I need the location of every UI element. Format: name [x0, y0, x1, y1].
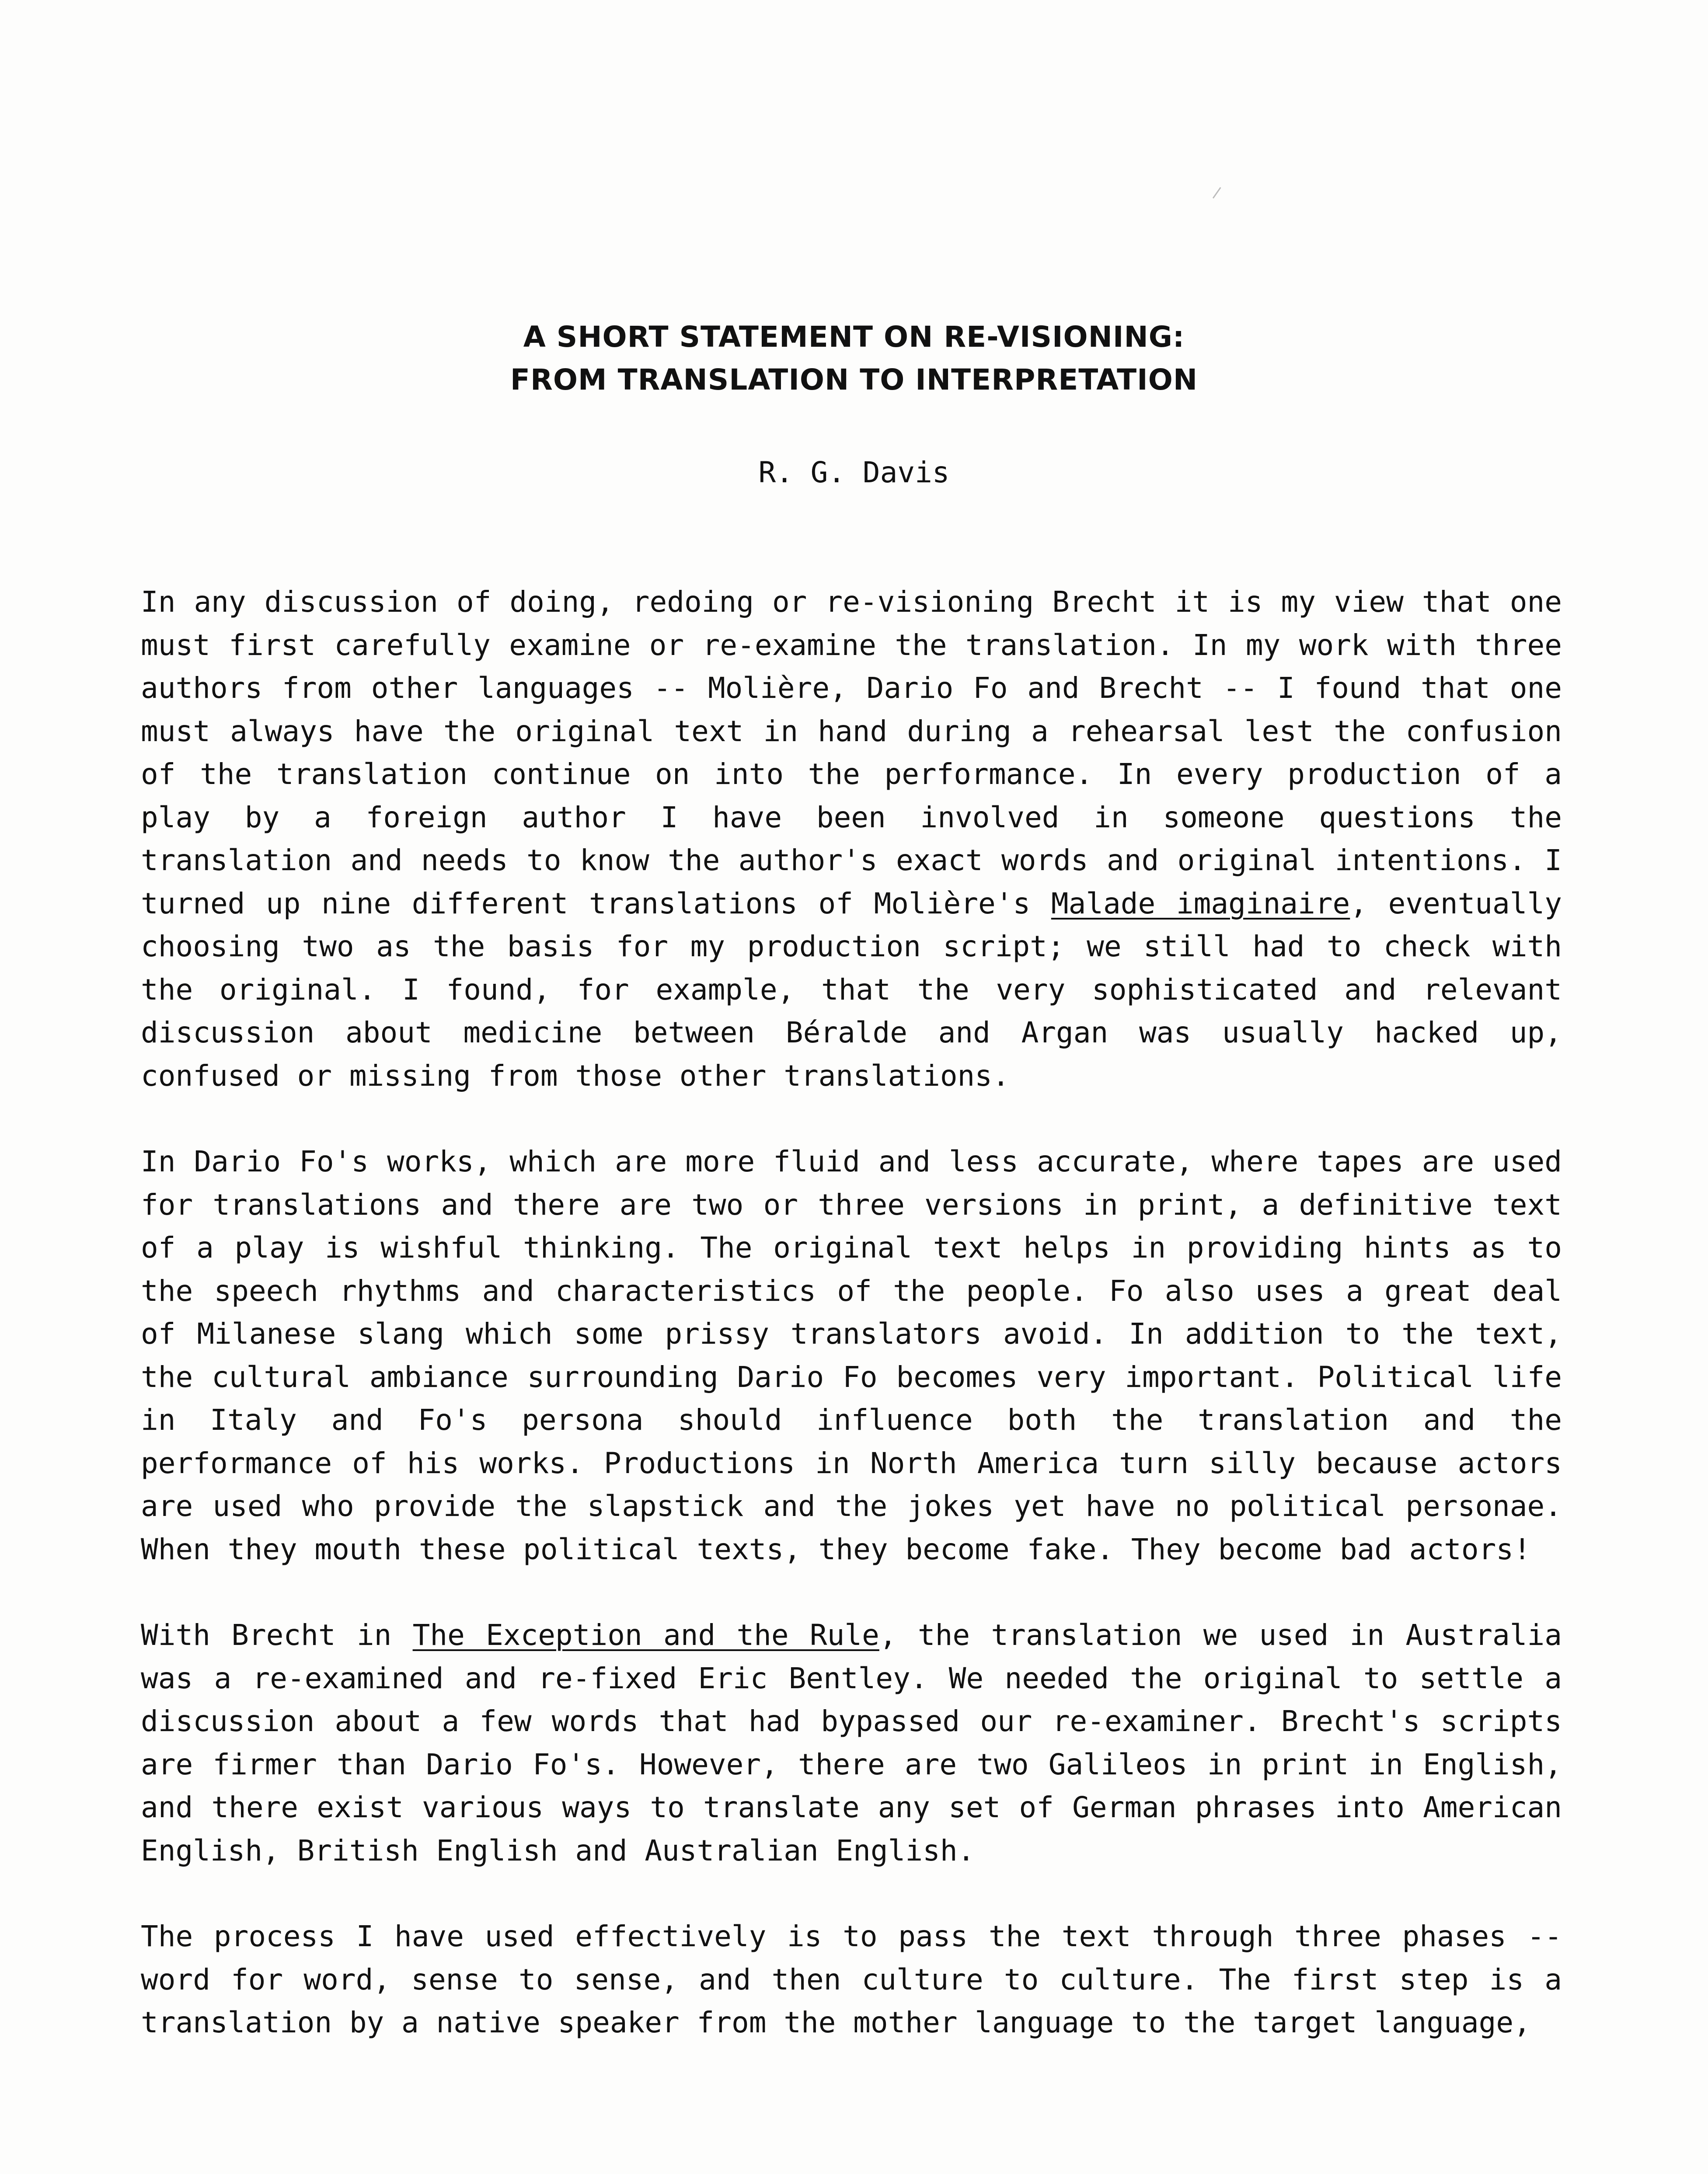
paragraph-3-text-a: With Brecht in [141, 1618, 413, 1652]
paragraph-1-text-a: In any discussion of doing, redoing or re-visioning Brecht it is my view that one must first carefully examine or re-examine the translation. In my work with three authors from other languages -- Molière, Dario Fo and Brecht -- I found that one must always have the original text in hand during a rehearsal lest the confusion of the translation continue on into the performance. In every production of a play by a foreign author I have been involved in someone questions the translation and needs to know the author's exact words and original intentions. I turned up nine different translations of Molière's [141, 585, 1562, 920]
work-title-malade-imaginaire: Malade imaginaire [1051, 886, 1350, 920]
paragraph-3-text-b: , the translation we used in Australia was a re-examined and re-fixed Eric Bentley. We needed the original to settle a discussion about a few words that had bypassed our re-examiner. Brecht's scripts are firmer than Dario Fo's. However, there are two Galileos in print in English, and there exist various ways to translate any set of German phrases into American English, British English and Australian English. [141, 1618, 1562, 1867]
body-text [141, 581, 1562, 2087]
paragraph-2: In Dario Fo's works, which are more fluid and less accurate, where tapes are used for translations and there are two or three versions in print, a definitive text of a play is wishful thinking. The original text helps in providing hints as to the speech rhythms and characteristics of the people. Fo also uses a great deal of Milanese slang which some prissy translators avoid. In addition to the text, the cultural ambiance surrounding Dario Fo becomes very important. Political life in Italy and Fo's persona should influence both the translation and the performance of his works. Productions in North America turn silly because actors are used who provide the slapstick and the jokes yet have no political personae. When they mouth these political texts, they become fake. They become bad actors! [141, 1145, 1562, 1566]
author-name: R. G. Davis [758, 456, 950, 489]
paragraph-1 [141, 581, 1562, 1097]
paper-mark [1213, 187, 1226, 202]
paragraph-4: The process I have used effectively is to pass the text through three phases -- word for word, sense to sense, and then culture to culture. The first step is a translation by a native speaker from the mother language to the target language, [141, 1920, 1562, 2039]
title-line-1: A SHORT STATEMENT ON RE-VISIONING: [523, 320, 1185, 354]
paragraph-1-text-b: , eventually choosing two as the basis for my production script; we still had to check with the original. I found, for example, that the very sophisticated and relevant discussion about medicine between Béralde and Argan was usually hacked up, confused or missing from those other translations. [141, 886, 1562, 1093]
document-title [0, 316, 1708, 401]
work-title-exception-and-rule: The Exception and the Rule [412, 1618, 879, 1652]
paragraph-3 [141, 1614, 1562, 1872]
title-line-2: FROM TRANSLATION TO INTERPRETATION [510, 363, 1198, 397]
